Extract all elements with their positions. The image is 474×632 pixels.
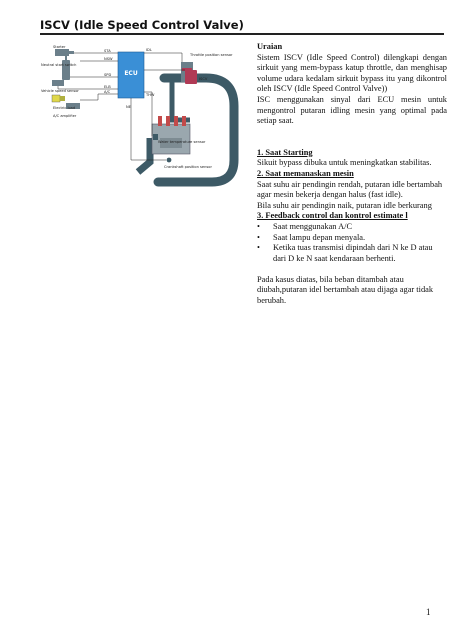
intro-paragraph: Sistem ISCV (Idle Speed Control) dilengkapi dengan sirkuit yang mem-bypass katup throttle, dan menghisap volume udara kedalam sirkuit bypass itu yang dikontrol oleh ISCV (Idle Speed Control Valve)) <box>257 52 447 94</box>
list-item: • Ketika tuas transmisi dipindah dari N ke D atau dari D ke N saat kendaraan berhenti. <box>257 243 433 263</box>
list-item: • Saat menggunakan A/C <box>257 221 353 231</box>
label-ne: NE <box>126 105 131 109</box>
crankshaft-position-sensor <box>167 158 172 163</box>
section-heading: Uraian <box>257 42 283 51</box>
ecu-label: ECU <box>124 70 138 77</box>
section-1-title: 1. Saat Starting <box>257 147 313 157</box>
label-neutral-start-switch: Neutral start switch <box>41 63 77 67</box>
page-title: ISCV (Idle Speed Control Valve) <box>40 18 244 32</box>
section-2-text-2: Bila suhu air pendingin naik, putaran idle berkurang <box>257 200 432 210</box>
label-spd: SPD <box>104 73 112 77</box>
label-vehicle-speed-sensor: Vehicle speed sensor <box>41 89 79 93</box>
label-starter: Starter <box>53 45 66 49</box>
label-nsw: NSW <box>104 57 113 61</box>
label-throttle-position-sensor: Throttle position sensor <box>190 53 233 57</box>
section-1-text: Sikuit bypass dibuka untuk meningkatkan stabilitas. <box>257 158 432 168</box>
section-2-title: 2. Saat memanaskan mesin <box>257 168 354 178</box>
bullet-marker: • <box>257 232 260 242</box>
page-number: 1 <box>426 607 431 617</box>
electric-load-icon <box>52 95 65 102</box>
section-2-text-1: Saat suhu air pendingin rendah, putaran idle bertambah agar mesin bekerja dengan halus (fast idle). <box>257 179 443 200</box>
label-sta: STA <box>104 49 111 53</box>
bullet-marker: • <box>257 243 260 253</box>
label-ac: A/C <box>104 90 111 94</box>
intro-paragraph-2: ISC menggunakan sinyal dari ECU mesin untuk mengontrol putaran idling mesin yang optimal pada setiap saat. <box>257 94 447 126</box>
iscv-body <box>185 70 197 84</box>
label-elb: ELB <box>104 85 111 89</box>
text-column <box>257 42 447 307</box>
bullet-list <box>257 222 447 264</box>
label-electric-load: Electric load <box>53 106 76 110</box>
label-idl: IDL <box>146 48 152 52</box>
label-thw: THW <box>146 93 155 97</box>
section-3-title: 3. Feedback control dan kontrol estimate l <box>257 211 408 221</box>
header-rule <box>40 33 444 35</box>
closing-paragraph: Pada kasus diatas, bila beban ditambah atau diubah,putaran idel bertambah atau dijaga agar tidak berubah. <box>257 274 434 306</box>
label-ac-amplifier: A/C amplifier <box>53 114 77 118</box>
page-header <box>40 18 444 36</box>
bullet-marker: • <box>257 221 260 231</box>
label-iscv: ISCV <box>199 77 208 81</box>
speed-sensor-icon <box>52 80 64 86</box>
label-crankshaft-position-sensor: Crankshaft position sensor <box>164 165 212 169</box>
label-water-temperature-sensor: Water temperature sensor <box>158 140 206 144</box>
list-item: • Saat lampu depan menyala. <box>257 232 366 242</box>
iscv-system-diagram <box>40 40 246 196</box>
